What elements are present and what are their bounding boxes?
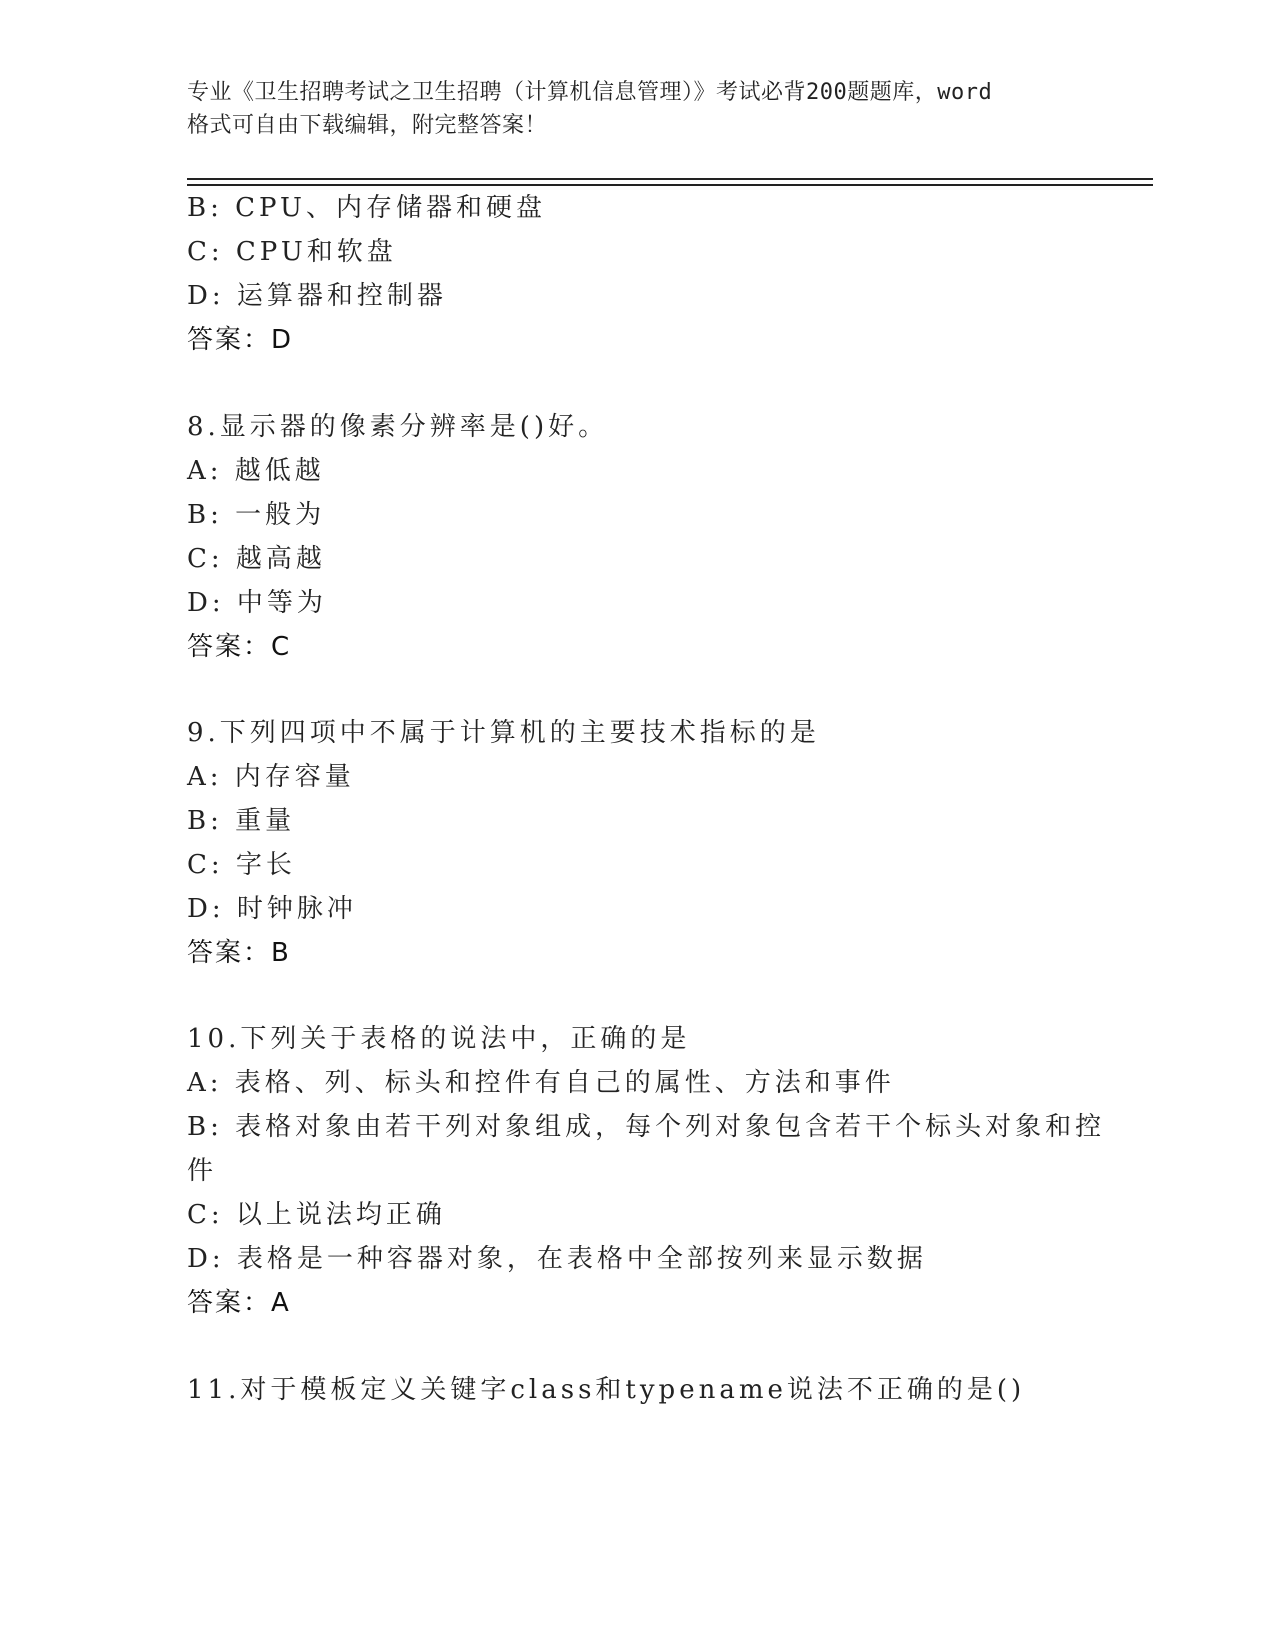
q7-answer: 答案：D — [187, 325, 294, 355]
q9-option-a: A: 内存容量 — [187, 762, 355, 792]
q8-option-a: A: 越低越 — [187, 456, 325, 486]
header-line-1: 专业《卫生招聘考试之卫生招聘（计算机信息管理）》考试必背200题题库，word — [187, 80, 993, 105]
document-header — [187, 76, 1087, 142]
q9-answer: 答案：B — [187, 938, 291, 968]
q7-option-d: D: 运算器和控制器 — [187, 281, 447, 311]
header-divider-bottom — [187, 184, 1153, 186]
q10-option-b-wrap: 件 — [187, 1156, 218, 1186]
q7-option-c: C: CPU和软盘 — [187, 237, 397, 267]
q9-option-b: B: 重量 — [187, 806, 296, 836]
q10-answer: 答案：A — [187, 1288, 291, 1318]
q8-option-c: C: 越高越 — [187, 544, 326, 574]
q8-option-b: B: 一般为 — [187, 500, 326, 530]
header-line-2: 格式可自由下载编辑，附完整答案！ — [187, 113, 548, 138]
q10-option-c: C: 以上说法均正确 — [187, 1200, 446, 1230]
q9-question: 9.下列四项中不属于计算机的主要技术指标的是 — [187, 718, 820, 748]
q10-question: 10.下列关于表格的说法中，正确的是 — [187, 1024, 691, 1054]
q9-option-c: C: 字长 — [187, 850, 296, 880]
q10-option-d: D: 表格是一种容器对象，在表格中全部按列来显示数据 — [187, 1244, 927, 1274]
q9-option-d: D: 时钟脉冲 — [187, 894, 357, 924]
header-divider-top — [187, 178, 1153, 180]
q11-question: 11.对于模板定义关键字class和typename说法不正确的是() — [187, 1375, 1026, 1405]
q8-question: 8.显示器的像素分辨率是()好。 — [187, 412, 609, 442]
q10-option-a: A: 表格、列、标头和控件有自己的属性、方法和事件 — [187, 1068, 895, 1098]
q7-option-b: B: CPU、内存储器和硬盘 — [187, 193, 546, 223]
q8-option-d: D: 中等为 — [187, 588, 327, 618]
q8-answer: 答案：C — [187, 632, 292, 662]
q10-option-b: B: 表格对象由若干列对象组成，每个列对象包含若干个标头对象和控 — [187, 1112, 1106, 1142]
